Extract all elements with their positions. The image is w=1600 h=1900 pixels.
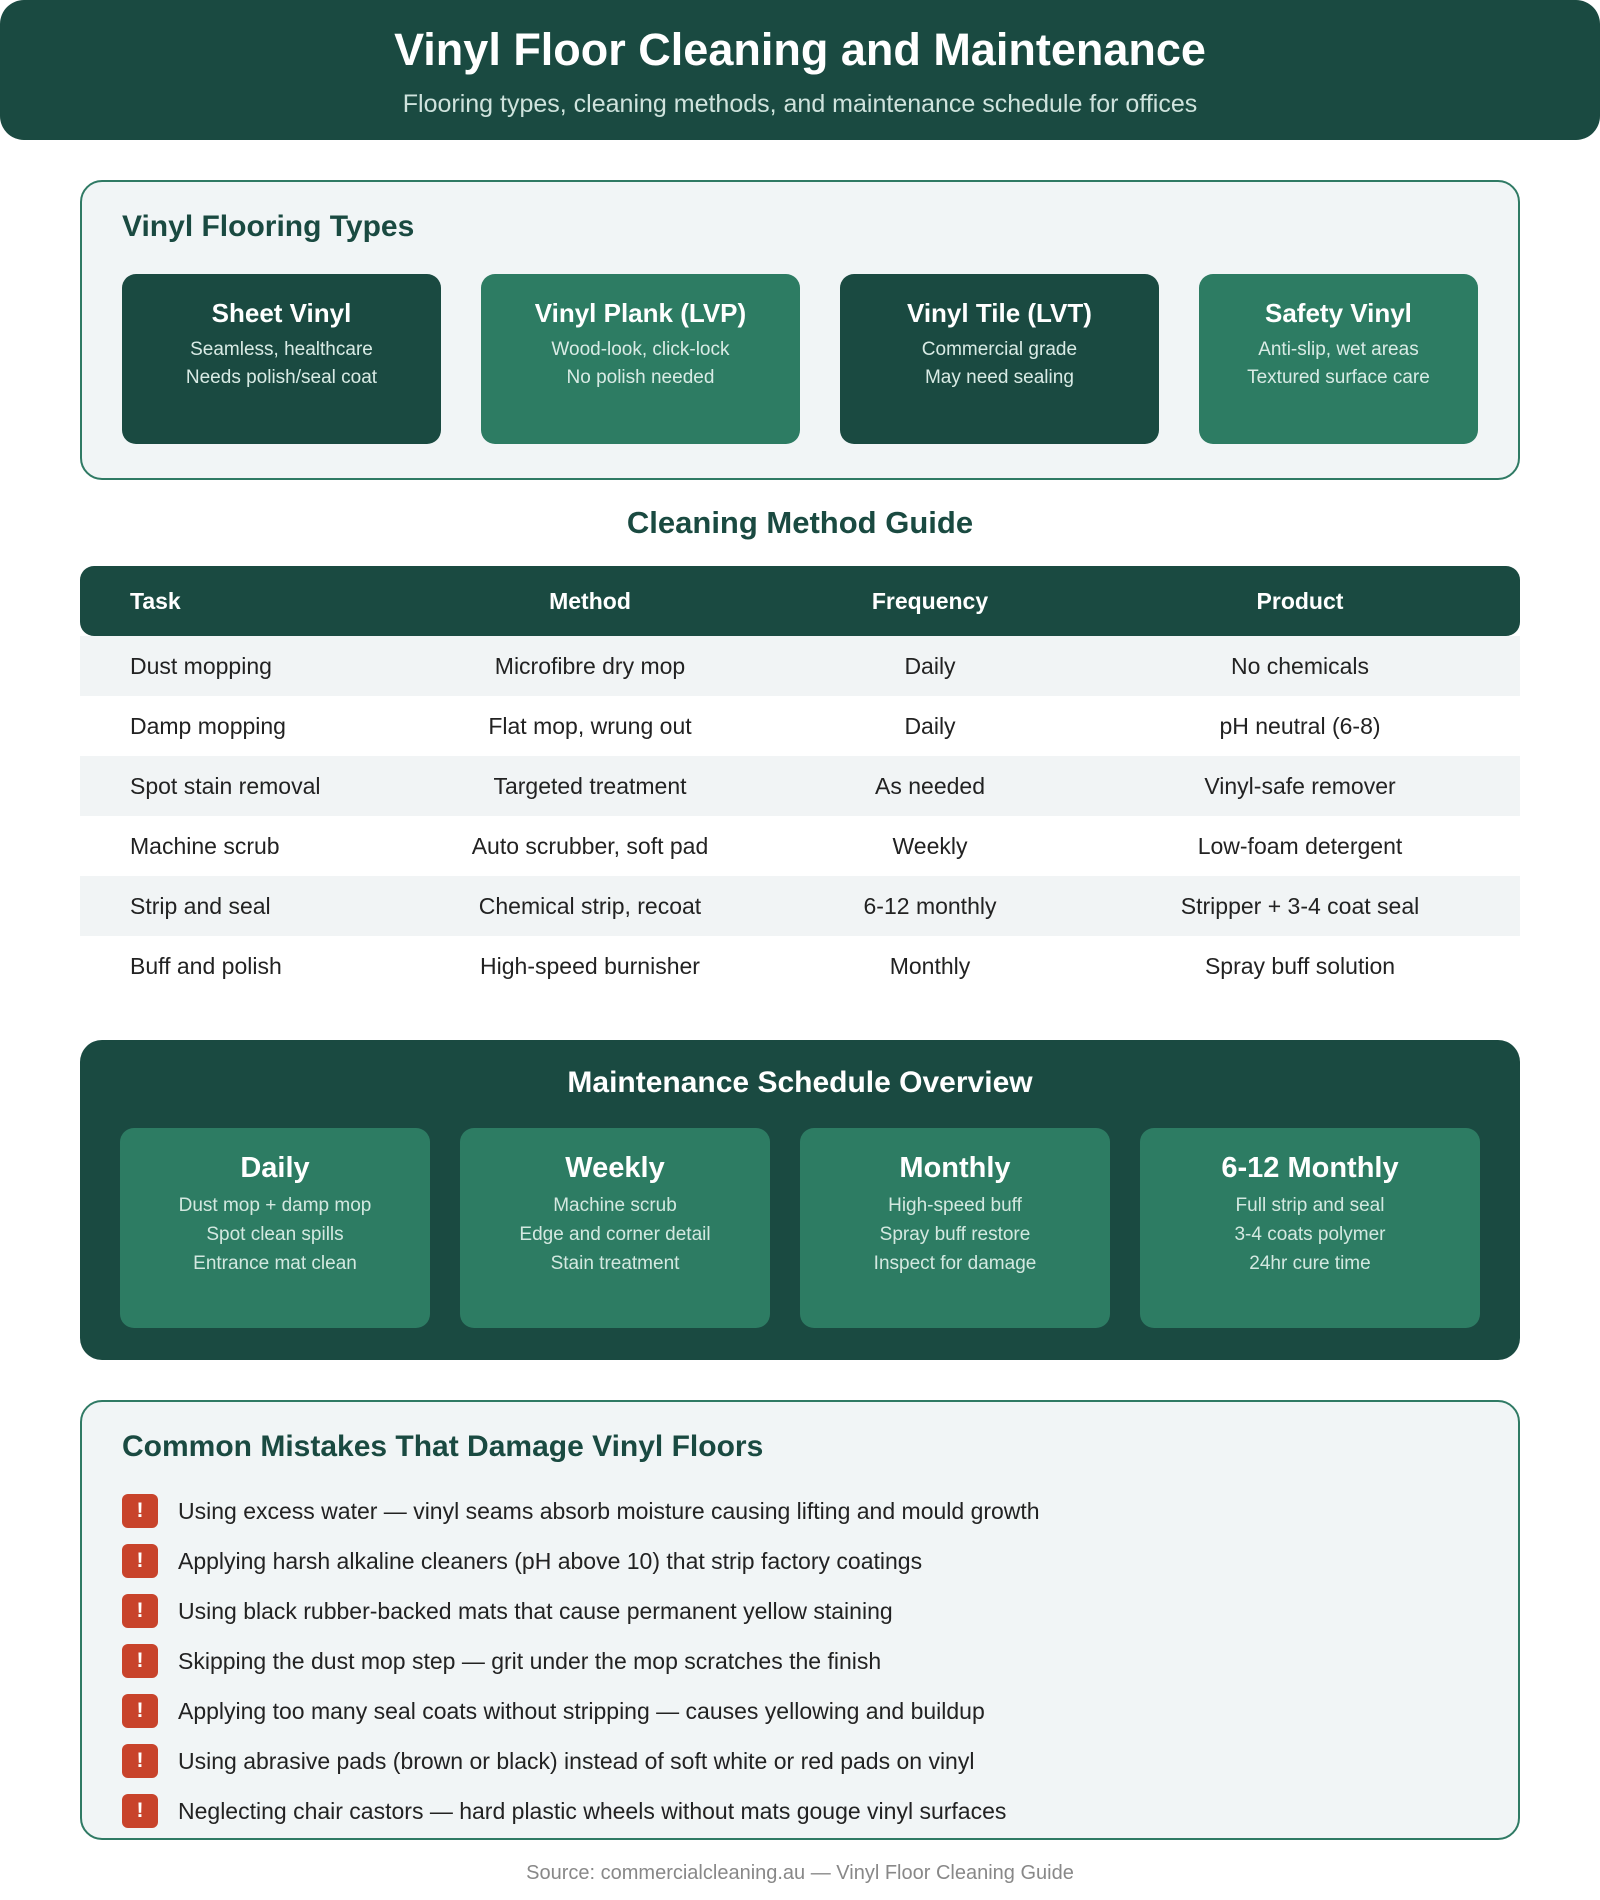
warning-icon: ! — [122, 1644, 158, 1678]
cell-method: High-speed burnisher — [480, 952, 700, 979]
type-card-line: Seamless, healthcare — [190, 339, 373, 360]
schedule-card-title: Monthly — [899, 1152, 1011, 1184]
page-subtitle: Flooring types, cleaning methods, and maintenance schedule for offices — [402, 90, 1198, 118]
mistake-text: Applying too many seal coats without stripping — causes yellowing and buildup — [178, 1697, 985, 1724]
maintenance-schedule-section — [80, 1040, 1520, 1360]
cell-frequency: Monthly — [889, 952, 971, 979]
table-row — [80, 816, 1520, 876]
mistake-text: Using black rubber-backed mats that cause permanent yellow staining — [178, 1597, 893, 1624]
warning-icon: ! — [122, 1794, 158, 1828]
schedule-card-title: 6-12 Monthly — [1221, 1152, 1399, 1184]
page-header — [0, 0, 1600, 140]
column-header-method: Method — [549, 587, 631, 614]
list-item — [122, 1586, 1478, 1636]
cleaning-method-table — [80, 566, 1520, 996]
mistake-text: Using abrasive pads (brown or black) instead of soft white or red pads on vinyl — [178, 1747, 975, 1774]
type-card-title: Vinyl Plank (LVP) — [534, 298, 747, 328]
cell-frequency: Daily — [904, 712, 956, 739]
common-mistakes-heading: Common Mistakes That Damage Vinyl Floors — [122, 1430, 764, 1463]
type-card-safety-vinyl — [1199, 274, 1478, 444]
cell-method: Microfibre dry mop — [494, 652, 686, 679]
cell-product: No chemicals — [1230, 652, 1370, 679]
mistake-text: Neglecting chair castors — hard plastic wheels without mats gouge vinyl surfaces — [178, 1797, 1007, 1824]
cell-frequency: Daily — [904, 652, 956, 679]
type-card-line: Wood-look, click-lock — [551, 339, 730, 360]
cell-frequency: 6-12 monthly — [863, 892, 997, 919]
maintenance-schedule-heading: Maintenance Schedule Overview — [567, 1066, 1033, 1099]
schedule-card-line: Stain treatment — [550, 1253, 680, 1274]
type-card-line: May need sealing — [924, 367, 1074, 388]
schedule-card-monthly — [800, 1128, 1110, 1328]
type-card-vinyl-plank — [481, 274, 800, 444]
type-card-title: Vinyl Tile (LVT) — [906, 298, 1092, 328]
cell-frequency: Weekly — [892, 832, 968, 859]
cell-product: Stripper + 3-4 coat seal — [1180, 892, 1420, 919]
warning-icon: ! — [122, 1594, 158, 1628]
schedule-card-line: Spot clean spills — [206, 1224, 344, 1245]
warning-icon: ! — [122, 1494, 158, 1528]
table-row — [80, 936, 1520, 996]
type-card-line: Anti-slip, wet areas — [1258, 339, 1419, 360]
type-card-title: Sheet Vinyl — [211, 298, 352, 328]
cell-product: pH neutral (6-8) — [1219, 712, 1381, 739]
cell-task: Strip and seal — [130, 892, 271, 919]
schedule-card-line: Full strip and seal — [1235, 1195, 1385, 1216]
type-card-vinyl-tile — [840, 274, 1159, 444]
warning-icon: ! — [122, 1694, 158, 1728]
cell-frequency: As needed — [875, 772, 985, 799]
cell-task: Buff and polish — [130, 952, 282, 979]
table-row — [80, 636, 1520, 696]
cell-product: Spray buff solution — [1204, 952, 1396, 979]
cell-method: Flat mop, wrung out — [488, 712, 692, 739]
type-card-line: Commercial grade — [921, 339, 1078, 360]
schedule-card-line: Spray buff restore — [879, 1224, 1031, 1245]
table-row — [80, 876, 1520, 936]
schedule-card-line: 24hr cure time — [1249, 1253, 1371, 1274]
column-header-frequency: Frequency — [871, 587, 989, 614]
schedule-card-daily — [120, 1128, 430, 1328]
column-header-task: Task — [130, 587, 181, 614]
cell-method: Auto scrubber, soft pad — [471, 832, 709, 859]
cell-task: Spot stain removal — [130, 772, 321, 799]
schedule-card-line: Entrance mat clean — [193, 1253, 357, 1274]
cell-product: Vinyl-safe remover — [1204, 772, 1396, 799]
schedule-card-line: Edge and corner detail — [519, 1224, 711, 1245]
mistake-text: Using excess water — vinyl seams absorb moisture causing lifting and mould growth — [178, 1497, 1040, 1524]
type-card-line: No polish needed — [566, 367, 715, 388]
vinyl-types-section — [80, 180, 1520, 480]
cell-method: Chemical strip, recoat — [478, 892, 702, 919]
mistake-text: Applying harsh alkaline cleaners (pH above 10) that strip factory coatings — [178, 1547, 923, 1574]
list-item — [122, 1486, 1478, 1536]
cell-method: Targeted treatment — [493, 772, 687, 799]
table-row — [80, 756, 1520, 816]
mistake-text: Skipping the dust mop step — grit under the mop scratches the finish — [178, 1647, 882, 1674]
type-card-line: Needs polish/seal coat — [185, 367, 378, 388]
cell-task: Dust mopping — [130, 652, 272, 679]
schedule-card-title: Weekly — [565, 1152, 665, 1184]
schedule-card-line: 3-4 coats polymer — [1234, 1224, 1386, 1245]
warning-icon: ! — [122, 1544, 158, 1578]
schedule-card-line: High-speed buff — [888, 1195, 1022, 1216]
common-mistakes-section — [80, 1400, 1520, 1840]
page-title: Vinyl Floor Cleaning and Maintenance — [394, 24, 1206, 75]
source-footer: Source: commercialcleaning.au — Vinyl Floor Cleaning Guide — [526, 1862, 1074, 1884]
cleaning-method-heading: Cleaning Method Guide — [626, 505, 974, 540]
table-header-row — [80, 566, 1520, 636]
schedule-card-line: Dust mop + damp mop — [178, 1195, 372, 1216]
schedule-card-6-12-monthly — [1140, 1128, 1480, 1328]
column-header-product: Product — [1256, 587, 1344, 614]
cell-task: Damp mopping — [130, 712, 286, 739]
warning-icon: ! — [122, 1744, 158, 1778]
type-card-sheet-vinyl — [122, 274, 441, 444]
list-item — [122, 1536, 1478, 1586]
schedule-cards — [120, 1128, 1480, 1328]
schedule-card-weekly — [460, 1128, 770, 1328]
cell-task: Machine scrub — [130, 832, 280, 859]
schedule-card-line: Inspect for damage — [873, 1253, 1037, 1274]
mistake-list — [122, 1486, 1478, 1836]
list-item — [122, 1736, 1478, 1786]
table-row — [80, 696, 1520, 756]
list-item — [122, 1786, 1478, 1836]
type-card-title: Safety Vinyl — [1264, 298, 1412, 328]
cell-product: Low-foam detergent — [1197, 832, 1403, 859]
schedule-card-line: Machine scrub — [553, 1195, 677, 1216]
vinyl-type-cards — [122, 274, 1478, 444]
list-item — [122, 1636, 1478, 1686]
vinyl-types-heading: Vinyl Flooring Types — [122, 210, 415, 243]
schedule-card-title: Daily — [240, 1152, 310, 1184]
type-card-line: Textured surface care — [1247, 367, 1430, 388]
list-item — [122, 1686, 1478, 1736]
